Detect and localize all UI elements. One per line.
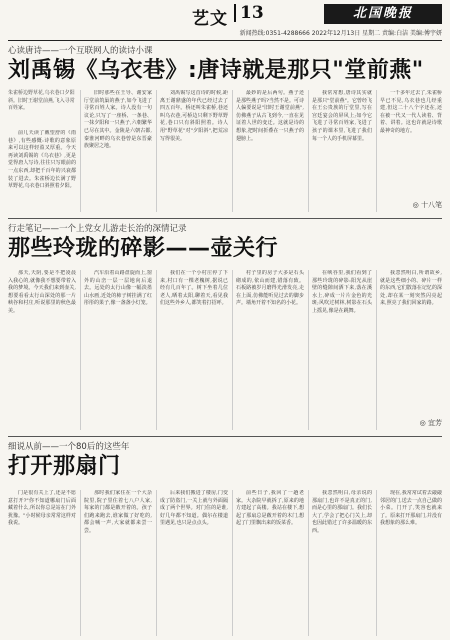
- article2-paragraph: 我忽然明白,所谓故乡,就是这些细小的、碎片一样的东西,它们散落在记忆的深处,却在某一刻突然闪亮起来,照亮了我们回家的路。: [380, 270, 442, 307]
- column-separator: [232, 270, 233, 430]
- article1-column: [236, 90, 304, 212]
- paper-logo: 北国晚报: [324, 4, 442, 24]
- article2-column: [312, 270, 372, 430]
- article3-paragraph: 我忽然明白,母亲说的那扇门,也许不是真正的门,而是心里的那扇门。我们长大了,学会了把心门关上,却也因此错过了许多温暖的东西。: [312, 490, 372, 534]
- section-name: 艺文: [192, 9, 228, 29]
- article2-column: [236, 270, 304, 430]
- article2-headline: 那些玲珑的碎影——壶关行: [8, 236, 279, 261]
- article2-column: [380, 270, 442, 418]
- column-separator: [156, 490, 157, 636]
- page-number: 13: [234, 4, 264, 22]
- article3-headline: 打开那扇门: [8, 454, 121, 479]
- article3-paragraph: 门是很有关上了,还是不愿意打开?"你不知道哪扇门后面藏着什么,所以你总是站在门外犹豫。"小时候母亲常常这样对我说。: [8, 490, 76, 527]
- article-poem-column: [8, 44, 442, 214]
- article2-paragraph: 汽车沿着山路盘旋而上,窗外的山峦一层一层地向后退去。远处的太行山像一幅淡墨山水画,近处的柿子树挂满了红彤彤的果子,像一盏盏小灯笼。: [84, 270, 152, 307]
- article1-paragraph: 最妙的是后两句。燕子还是那些燕子吗?当然不是。可诗人偏要说是"旧时王谢堂前燕",仿佛燕子从古飞到今,一直在见证着人世的变迁。这就是诗的想象,把时间折叠在一只燕子的翅膀上。: [236, 90, 304, 142]
- article3-column: [380, 490, 442, 636]
- article2-kicker: 行走笔记——一个上党女儿游走长治的深情记录: [8, 224, 187, 234]
- article3-paragraph: 那时我们家住在一个大杂院里,院子里住着七八户人家,每家的门都是敞开着的。孩子们跑来跑去,谁家做了好吃的,都会喊一声,大家就都来尝一尝。: [84, 490, 152, 534]
- column-separator: [232, 490, 233, 636]
- article1-paragraph: 刘禹锡写这首诗的时候,距离王谢鼎盛的年代已经过去了四五百年。桥还叫朱雀桥,巷还叫乌衣巷,可桥边只剩下野草野花,巷口只有斜阳照着。诗人用"野草花"对"夕阳斜",把荒凉写得很美。: [160, 90, 228, 142]
- masthead-right: [192, 4, 442, 38]
- article3-paragraph: 前些日子,我回了一趟老家。大杂院早就拆了,原来的地方建起了高楼。我站在楼下,想起了那扇总是敞开着的木门,想起了门里飘出来的饭菜香。: [236, 490, 304, 527]
- article2-column: [160, 270, 228, 430]
- masthead-rule: [8, 40, 442, 41]
- article3-column: [236, 490, 304, 636]
- article-travel-notes: [8, 222, 442, 432]
- column-separator: [308, 490, 309, 636]
- article1-body: [8, 90, 442, 212]
- article1-column: [380, 90, 442, 200]
- article1-paragraph: 前几天读了戴望舒的《雨巷》,有些感慨:诗歌的意象原来可以这样轻盈又厚重。今天再读刘禹锡的《乌衣巷》,更是觉得唐人写诗,往往只写眼前的一点东西,却把千百年的兴衰都装了进去。朱雀桥边长满了野草野花,乌衣巷口斜照着夕阳。: [8, 130, 76, 190]
- article1-byline: ◎ 十八笔: [412, 201, 442, 209]
- column-separator: [80, 490, 81, 636]
- column-separator: [232, 90, 233, 212]
- article3-column: [312, 490, 372, 636]
- article1-column: [8, 130, 76, 212]
- column-separator: [80, 90, 81, 212]
- article3-column: [160, 490, 228, 636]
- article3-kicker: 细说从前——一个80后的这些年: [8, 442, 130, 452]
- column-separator: [376, 490, 377, 636]
- column-separator: [376, 270, 377, 430]
- column-separator: [376, 90, 377, 212]
- article1-paragraph: 我常常想,唐诗其实就是那只"堂前燕"。它曾经飞在王公贵族的厅堂里,写在宫廷宴会的屏风上;如今它飞进了寻常百姓家,飞进了孩子的课本里,飞进了我们每一个人的手机屏幕里。: [312, 90, 372, 142]
- masthead: [8, 4, 442, 38]
- column-separator: [80, 270, 81, 430]
- article2-body: [8, 270, 442, 430]
- article1-paragraph: 旧时那些在王导、谢安家厅堂前筑巢的燕子,如今飞进了寻常百姓人家。诗人没有一句议论,只写了一座桥、一条巷、一抹夕阳和一只燕子,六朝繁华已尽在其中。金陵是六朝古都,秦淮河畔的乌衣巷曾是东晋豪族聚居之地。: [84, 90, 152, 150]
- article3-paragraph: 后来我们搬进了楼房,门变成了防盗门,一关上就与外面隔成了两个世界。对门住的是谁,好几年都不知道。偶尔在楼道里遇见,也只是点点头。: [160, 490, 228, 527]
- article3-column: [84, 490, 152, 636]
- article1-paragraph: 一千多年过去了,朱雀桥早已不见,乌衣巷也几经重建,但这二十八个字还在,还在被一代又一代人读着、背着、讲着。这也许就是诗歌最神奇的地方。: [380, 90, 442, 134]
- column-separator: [156, 90, 157, 212]
- article-memoir: [8, 440, 442, 636]
- article2-column: [84, 270, 152, 430]
- column-separator: [308, 90, 309, 212]
- article1-headline: 刘禹锡《乌衣巷》:唐诗就是那只"堂前燕": [8, 58, 424, 83]
- masthead-info: 新闻热线:0351-4288666 2022年12月13日 星期二 责编:白洁 美编:傅宇妍: [239, 30, 442, 37]
- article1-column: [160, 90, 228, 212]
- article2-paragraph: 村子里的房子大多是石头砌成的,依山而建,错落有致。石板路被岁月磨得光滑发亮,走在上面,仿佛能听见过去的脚步声。墙角开着不知名的小花。: [236, 270, 304, 307]
- article3-body: [8, 490, 442, 636]
- article2-column: [8, 270, 76, 430]
- article2-paragraph: 在峡谷里,我们看到了那些玲珑的碎影:阳光从崖壁的缝隙间洒下来,落在溪水上,碎成一片片金色的光斑;风吹过树林,树影在石头上摇晃,像是在跳舞。: [312, 270, 372, 314]
- article1-kicker: 心读唐诗——一个互联网人的读诗小课: [8, 46, 153, 56]
- article3-paragraph: 现在,我常常试着去敲敲邻居的门,送去一点自己做的小菜。门开了,笑容也就来了。原来打开那扇门,并没有我想象的那么难。: [380, 490, 442, 527]
- article2-byline: ◎ 宜芳: [419, 419, 442, 427]
- poem-quote: 朱雀桥边野草花,乌衣巷口夕阳斜。旧时王谢堂前燕,飞入寻常百姓家。: [8, 90, 75, 112]
- article2-paragraph: 那天,天阴,要是不把凌晨入我心的,就像我不想要带着入我的梦境。今天我们来到壶关,想要看看太行山深处的那一片峡谷和村庄,听说那里的秋色最美。: [8, 270, 76, 314]
- article1-column: [84, 90, 152, 212]
- column-separator: [156, 270, 157, 430]
- article2-paragraph: 我们在一个小村庄停了下来,村口有一棵老槐树,据说已经有几百年了。树下坐着几位老人,晒着太阳,聊着天,看见我们这些外乡人,都笑着打招呼。: [160, 270, 228, 307]
- section-divider: [8, 218, 442, 219]
- section-divider: [8, 436, 442, 437]
- article1-column: [312, 90, 372, 212]
- column-separator: [308, 270, 309, 430]
- article3-column: [8, 490, 76, 636]
